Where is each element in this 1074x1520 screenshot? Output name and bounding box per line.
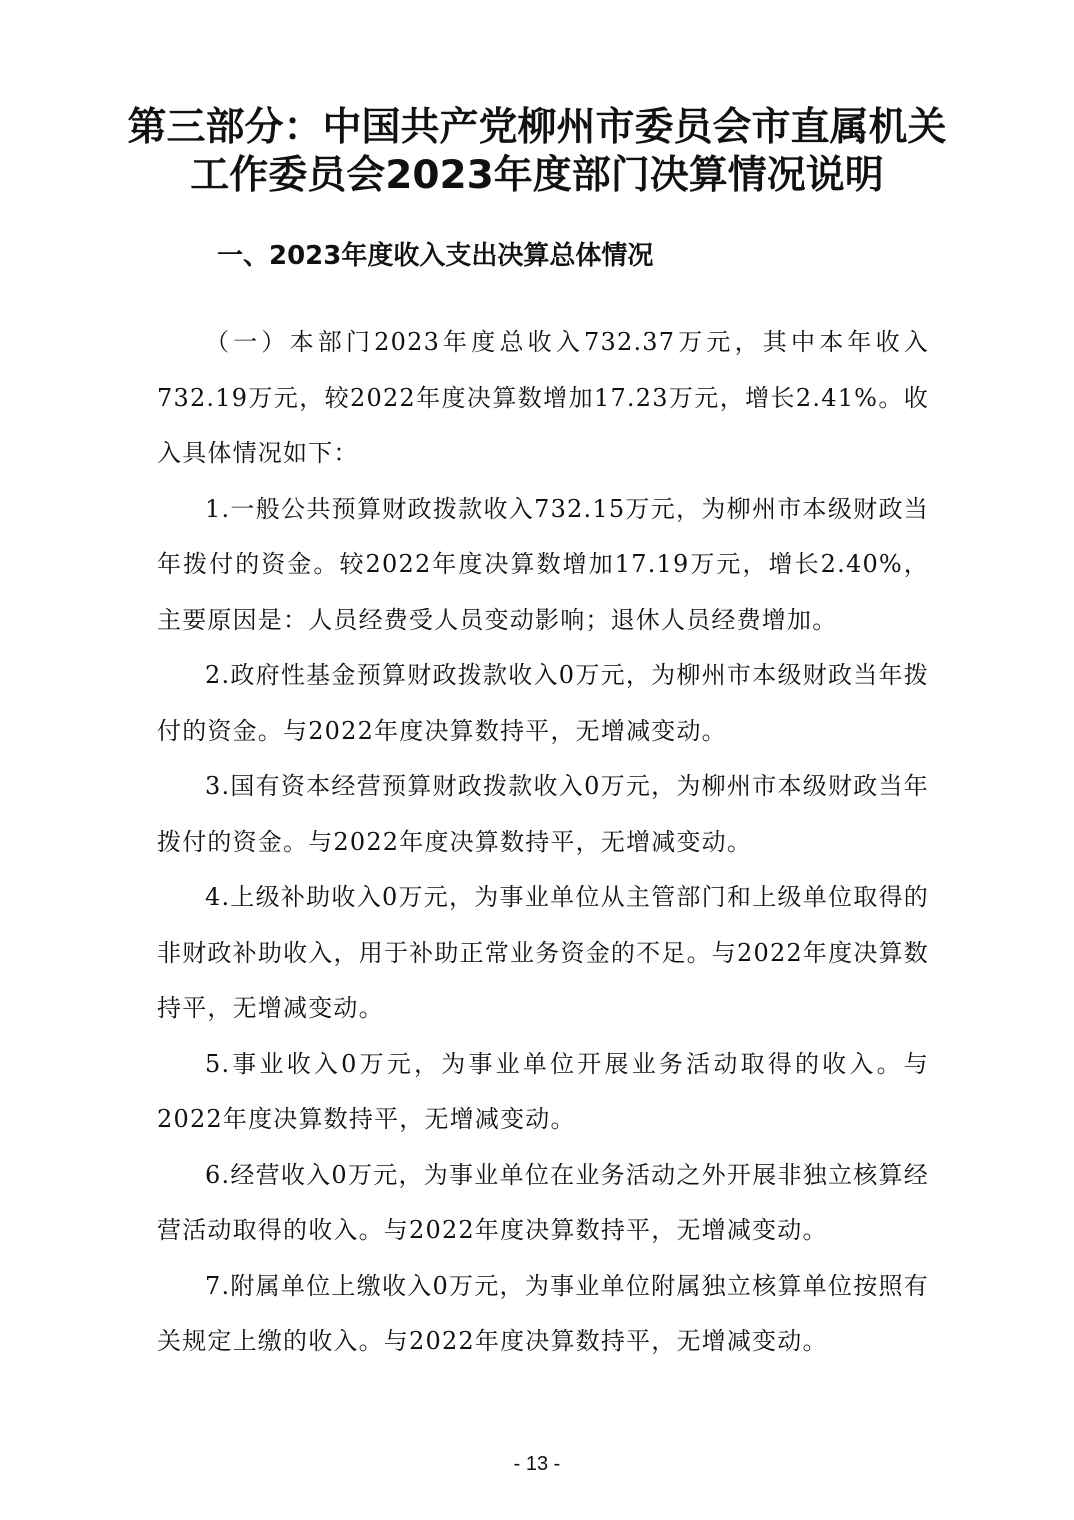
paragraph-general-budget: 1.一般公共预算财政拨款收入732.15万元，为柳州市本级财政当年拨付的资金。较2022年度决算数增加17.19万元，增长2.40%，主要原因是：人员经费受人员变动影响；退休人员经费增加。 (157, 494, 929, 634)
paragraph-business-income: 5.事业收入0万元，为事业单位开展业务活动取得的收入。与2022年度决算数持平，无增减变动。 (157, 1049, 929, 1133)
paragraph-operating-income: 6.经营收入0万元，为事业单位在业务活动之外开展非独立核算经营活动取得的收入。与2022年度决算数持平，无增减变动。 (157, 1160, 929, 1244)
section-heading: 一、2023年度收入支出决算总体情况 (217, 241, 654, 271)
paragraph-government-fund: 2.政府性基金预算财政拨款收入0万元，为柳州市本级财政当年拨付的资金。与2022年度决算数持平，无增减变动。 (157, 661, 929, 745)
document-title: 第三部分：中国共产党柳州市委员会市直属机关工作委员会2023年度部门决算情况说明 (127, 105, 947, 198)
paragraph-affiliated-income: 7.附属单位上缴收入0万元，为事业单位附属独立核算单位按照有关规定上缴的收入。与2022年度决算数持平，无增减变动。 (157, 1271, 929, 1355)
body-text (157, 315, 929, 1370)
paragraph-total-income: （一）本部门2023年度总收入732.37万元，其中本年收入732.19万元，较2022年度决算数增加17.23万元，增长2.41%。收入具体情况如下： (157, 328, 929, 467)
paragraph-superior-subsidy: 4.上级补助收入0万元，为事业单位从主管部门和上级单位取得的非财政补助收入，用于补助正常业务资金的不足。与2022年度决算数持平，无增减变动。 (157, 883, 929, 1022)
page-number: - 13 - (513, 1453, 561, 1475)
paragraph-state-capital: 3.国有资本经营预算财政拨款收入0万元，为柳州市本级财政当年拨付的资金。与2022年度决算数持平，无增减变动。 (157, 772, 929, 856)
